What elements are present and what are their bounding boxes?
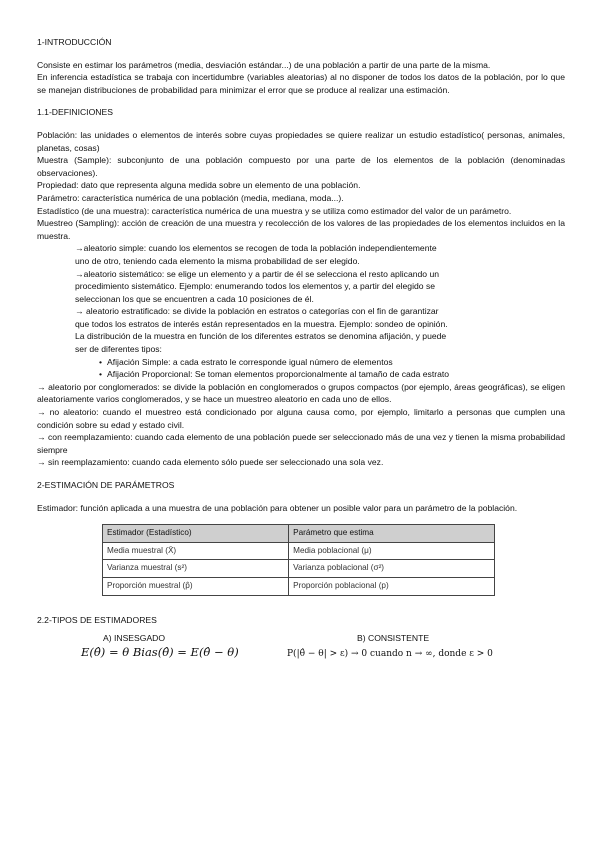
muestreo-sistematico-line1: →aleatorio sistemático: se elige un elemento y a partir de él se selecciona el resto aplicando un [75,268,440,279]
def-estadistico: Estadístico (de una muestra): característica numérica de una muestra y se utiliza como estimador del valor de un parámetro. [37,205,512,216]
muestreo-sin-reemplazamiento: → sin reemplazamiento: cuando cada elemento sólo puede ser seleccionado una sola vez. [37,457,384,468]
bullet-icon: • [99,369,103,380]
afijacion-proporcional-text: Afijación Proporcional: Se toman elementos proporcionalmente al tamaño de cada estrato [107,369,450,380]
table-cell: Media poblacional (μ) [289,542,495,560]
estimator-types [37,632,565,672]
afijacion-simple-item [37,356,565,369]
muestreo-estratificado-line1: → aleatorio estratificado: se divide la población en estratos o categorías con el fin de garantizar [75,306,439,317]
table-header-cell: Estimador (Estadístico) [103,525,289,543]
table-row [103,542,495,560]
muestreo-estratificado-line3: La distribución de la muestra en función de los diferentes estratos se denomina afijación, y puede [75,331,447,342]
table-cell: Varianza poblacional (σ²) [289,560,495,578]
def-propiedad: Propiedad: dato que representa alguna medida sobre un elemento de una población. [37,180,361,191]
estimador-definition: Estimador: función aplicada a una muestra de una población para obtener un posible valor para un parámetro de la población. [37,502,518,513]
document-page [37,36,565,672]
afijacion-proporcional-item [37,368,565,381]
muestreo-con-reemplazamiento: → con reemplazamiento: cuando cada elemento de una población puede ser seleccionado más de una vez y tienen la misma probabilidad siempre [37,432,565,455]
table-cell: Proporción muestral (p̂) [103,577,289,595]
def-parametro: Parámetro: característica numérica de una población (media, mediana, moda...). [37,192,344,203]
def-muestreo: Muestreo (Sampling): acción de creación de una muestra y recolección de los valores de las propiedades de los elementos incluidos en la muestra. [37,218,565,241]
muestreo-simple-line2: uno de otro, teniendo cada elemento la misma probabilidad de ser elegido. [75,255,360,266]
table-header-cell: Parámetro que estima [289,525,495,543]
muestreo-sistematico-line2: procedimiento sistemático. Ejemplo: enumerando todos los elementos y, a partir del elegido se [75,281,436,292]
intro-paragraph-1: Consiste en estimar los parámetros (media, desviación estándar...) de una población a partir de una parte de la misma. [37,59,491,70]
table-cell: Proporción poblacional (p) [289,577,495,595]
heading-tipos-estimadores: 2.2-TIPOS DE ESTIMADORES [37,614,157,625]
table-row [103,560,495,578]
muestreo-estratificado-line2: que todos los estratos de interés están representados en la muestra. Ejemplo: sondeo de opinión. [75,318,448,329]
consistente-label: B) CONSISTENTE [357,633,430,644]
table-header-row [103,525,495,543]
insesgado-formula: E(θ̂) = θ Bias(θ̂) = E(θ̂ − θ) [81,645,239,660]
def-muestra: Muestra (Sample): subconjunto de una población compuesto por una parte de los elementos de la población (denominadas observaciones). [37,155,565,178]
consistente-formula: P(|θ̂ − θ| > ε) → 0 cuando n → ∞, donde ε > 0 [287,649,493,660]
intro-paragraph-2: En inferencia estadística se trabaja con incertidumbre (variables aleatorias) al no disponer de todos los datos de la población, por lo que se manejan distribuciones de probabilidad para minimizar el error que se produce al realizar una estimación. [37,72,565,95]
table-cell: Media muestral (X̄) [103,542,289,560]
table-row [103,577,495,595]
insesgado-label: A) INSESGADO [103,633,166,644]
muestreo-estratificado-line4: ser de diferentes tipos: [75,344,162,355]
muestreo-simple-line1: →aleatorio simple: cuando los elementos se recogen de toda la población independientemente [75,243,437,254]
muestreo-conglomerados: → aleatorio por conglomerados: se divide la población en conglomerados o grupos compactos (por ejemplo, áreas geográficas), se eligen aleatoriamente varios conglomerados, y se hace un muestreo aleatorio en cada uno de ellos. [37,381,565,405]
muestreo-sistematico-line3: seleccionan los que se encuentren a cada 10 posiciones de él. [75,293,314,304]
muestreo-no-aleatorio: → no aleatorio: cuando el muestreo está condicionado por alguna causa como, por ejemplo, limitarlo a personas que cumplen una condición sobre su edad y estado civil. [37,407,565,430]
heading-estimacion: 2-ESTIMACIÓN DE PARÁMETROS [37,480,175,490]
table-cell: Varianza muestral (s²) [103,560,289,578]
heading-definiciones: 1.1-DEFINICIONES [37,107,113,118]
heading-introduccion: 1-INTRODUCCIÓN [37,37,112,47]
estimator-table [102,524,495,595]
bullet-icon: • [99,356,103,367]
afijacion-simple-text: Afijación Simple: a cada estrato le corresponde igual número de elementos [107,356,393,367]
def-poblacion: Población: las unidades o elementos de interés sobre cuyas propiedades se quiere realizar un estudio estadístico( personas, animales, planetas, cosas) [37,129,565,153]
